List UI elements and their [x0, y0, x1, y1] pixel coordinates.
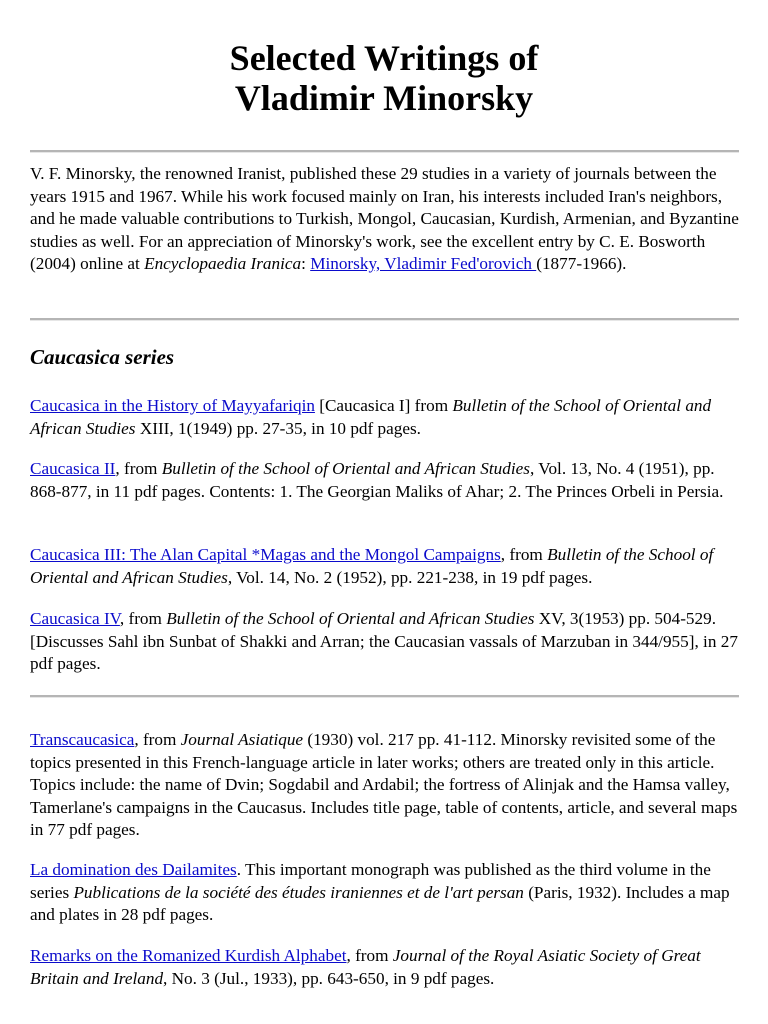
entry-text: , from [500, 545, 548, 564]
entry-details: , Vol. 14, No. 2 (1952), pp. 221-238, in 19 pdf pages. [227, 567, 593, 587]
entry-text: . This important monograph was published as the third volume in the series [30, 860, 711, 902]
entry-journal: Bulletin of the School of Oriental and African Studies [166, 609, 535, 628]
entry-text: , from [134, 730, 181, 749]
entry-caucasica-2 [30, 458, 750, 503]
entry-link[interactable]: Remarks on the Romanized Kurdish Alphabet [30, 946, 347, 965]
entry-text: , from [119, 609, 167, 628]
intro-journal-name: Encyclopaedia Iranica [144, 254, 302, 273]
entry-series: Publications de la société des études iraniennes et de l'art persan [73, 882, 524, 902]
entry-link[interactable]: Caucasica IV [30, 609, 120, 628]
entry-journal: Journal of the Royal Asiatic Society of Great Britain and Ireland [30, 946, 701, 988]
intro-colon: : [301, 254, 311, 273]
entry-text: [Caucasica I] from [314, 396, 453, 415]
entry-text: , from [115, 459, 162, 478]
minorsky-iranica-link[interactable]: Minorsky, Vladimir Fed'orovich [310, 254, 537, 273]
intro-paragraph [30, 163, 750, 276]
divider-top [30, 150, 739, 153]
entry-journal: Bulletin of the School of Oriental and African Studies [161, 459, 530, 478]
entry-link[interactable]: Caucasica in the History of Mayyafariqin [30, 396, 315, 415]
entry-journal: Journal Asiatique [180, 730, 304, 749]
entry-link[interactable]: Caucasica II [30, 459, 116, 478]
entry-kurdish-alphabet [30, 945, 750, 990]
entry-link[interactable]: La domination des Dailamites [30, 860, 237, 879]
entry-details: , No. 3 (Jul., 1933), pp. 643-650, in 9 pdf pages. [163, 968, 495, 988]
entry-caucasica-4 [30, 608, 750, 676]
entry-journal: Bulletin of the School of Oriental and African Studies [30, 396, 712, 438]
entry-details: (Paris, 1932). Includes a map and plates in 28 pdf pages. [30, 882, 730, 924]
entry-details: XV, 3(1953) pp. 504-529. [Discusses Sahl ibn Sunbat of Shakki and Arran; the Caucasian vassals of Marzuban in 344/955], in 27 pdf pages. [30, 609, 738, 673]
title-line-1: Selected Writings of [229, 38, 539, 78]
entry-dailamites [30, 859, 750, 927]
intro-text: V. F. Minorsky, the renowned Iranist, published these 29 studies in a variety of journals between the years 1915 and 1967. While his work focused mainly on Iran, his interests included Iran's neighbors, and he made valuable contributions to Turkish, Mongol, Caucasian, Kurdish, Armenian, and Byzantine studies as well. For an appreciation of Minorsky's work, see the excellent entry by C. E. Bosworth (2004) online at [30, 164, 739, 273]
entry-caucasica-3 [30, 544, 750, 589]
entry-details: (1930) vol. 217 pp. 41-112. Minorsky revisited some of the topics presented in this French-language article in later works; others are treated only in this article. Topics include: the name of Dvin; Sogdabil and Ardabil; the fortress of Alinjak and the Hamsa valley, Tamerlane's campaigns in the Caucasus. Includes title page, table of contents, article, and several maps in 77 pdf pages. [30, 730, 738, 839]
entry-details: XIII, 1(1949) pp. 27-35, in 10 pdf pages. [135, 418, 421, 438]
title-line-2: Vladimir Minorsky [234, 78, 534, 118]
entry-link[interactable]: Caucasica III: The Alan Capital *Magas and the Mongol Campaigns [30, 545, 501, 564]
entry-details: , Vol. 13, No. 4 (1951), pp. 868-877, in 11 pdf pages. Contents: 1. The Georgian Maliks of Ahar; 2. The Princes Orbeli in Persia. [30, 459, 724, 501]
section-title: Caucasica series [30, 345, 175, 369]
entry-link[interactable]: Transcaucasica [30, 730, 135, 749]
entry-caucasica-1 [30, 395, 750, 440]
entry-transcaucasica [30, 729, 750, 842]
divider-section [30, 695, 739, 698]
entry-journal: Bulletin of the School of Oriental and African Studies [30, 545, 714, 587]
page-title [0, 38, 768, 118]
divider-intro [30, 318, 739, 321]
entry-text: , from [346, 946, 393, 965]
intro-dates: (1877-1966). [536, 254, 627, 273]
